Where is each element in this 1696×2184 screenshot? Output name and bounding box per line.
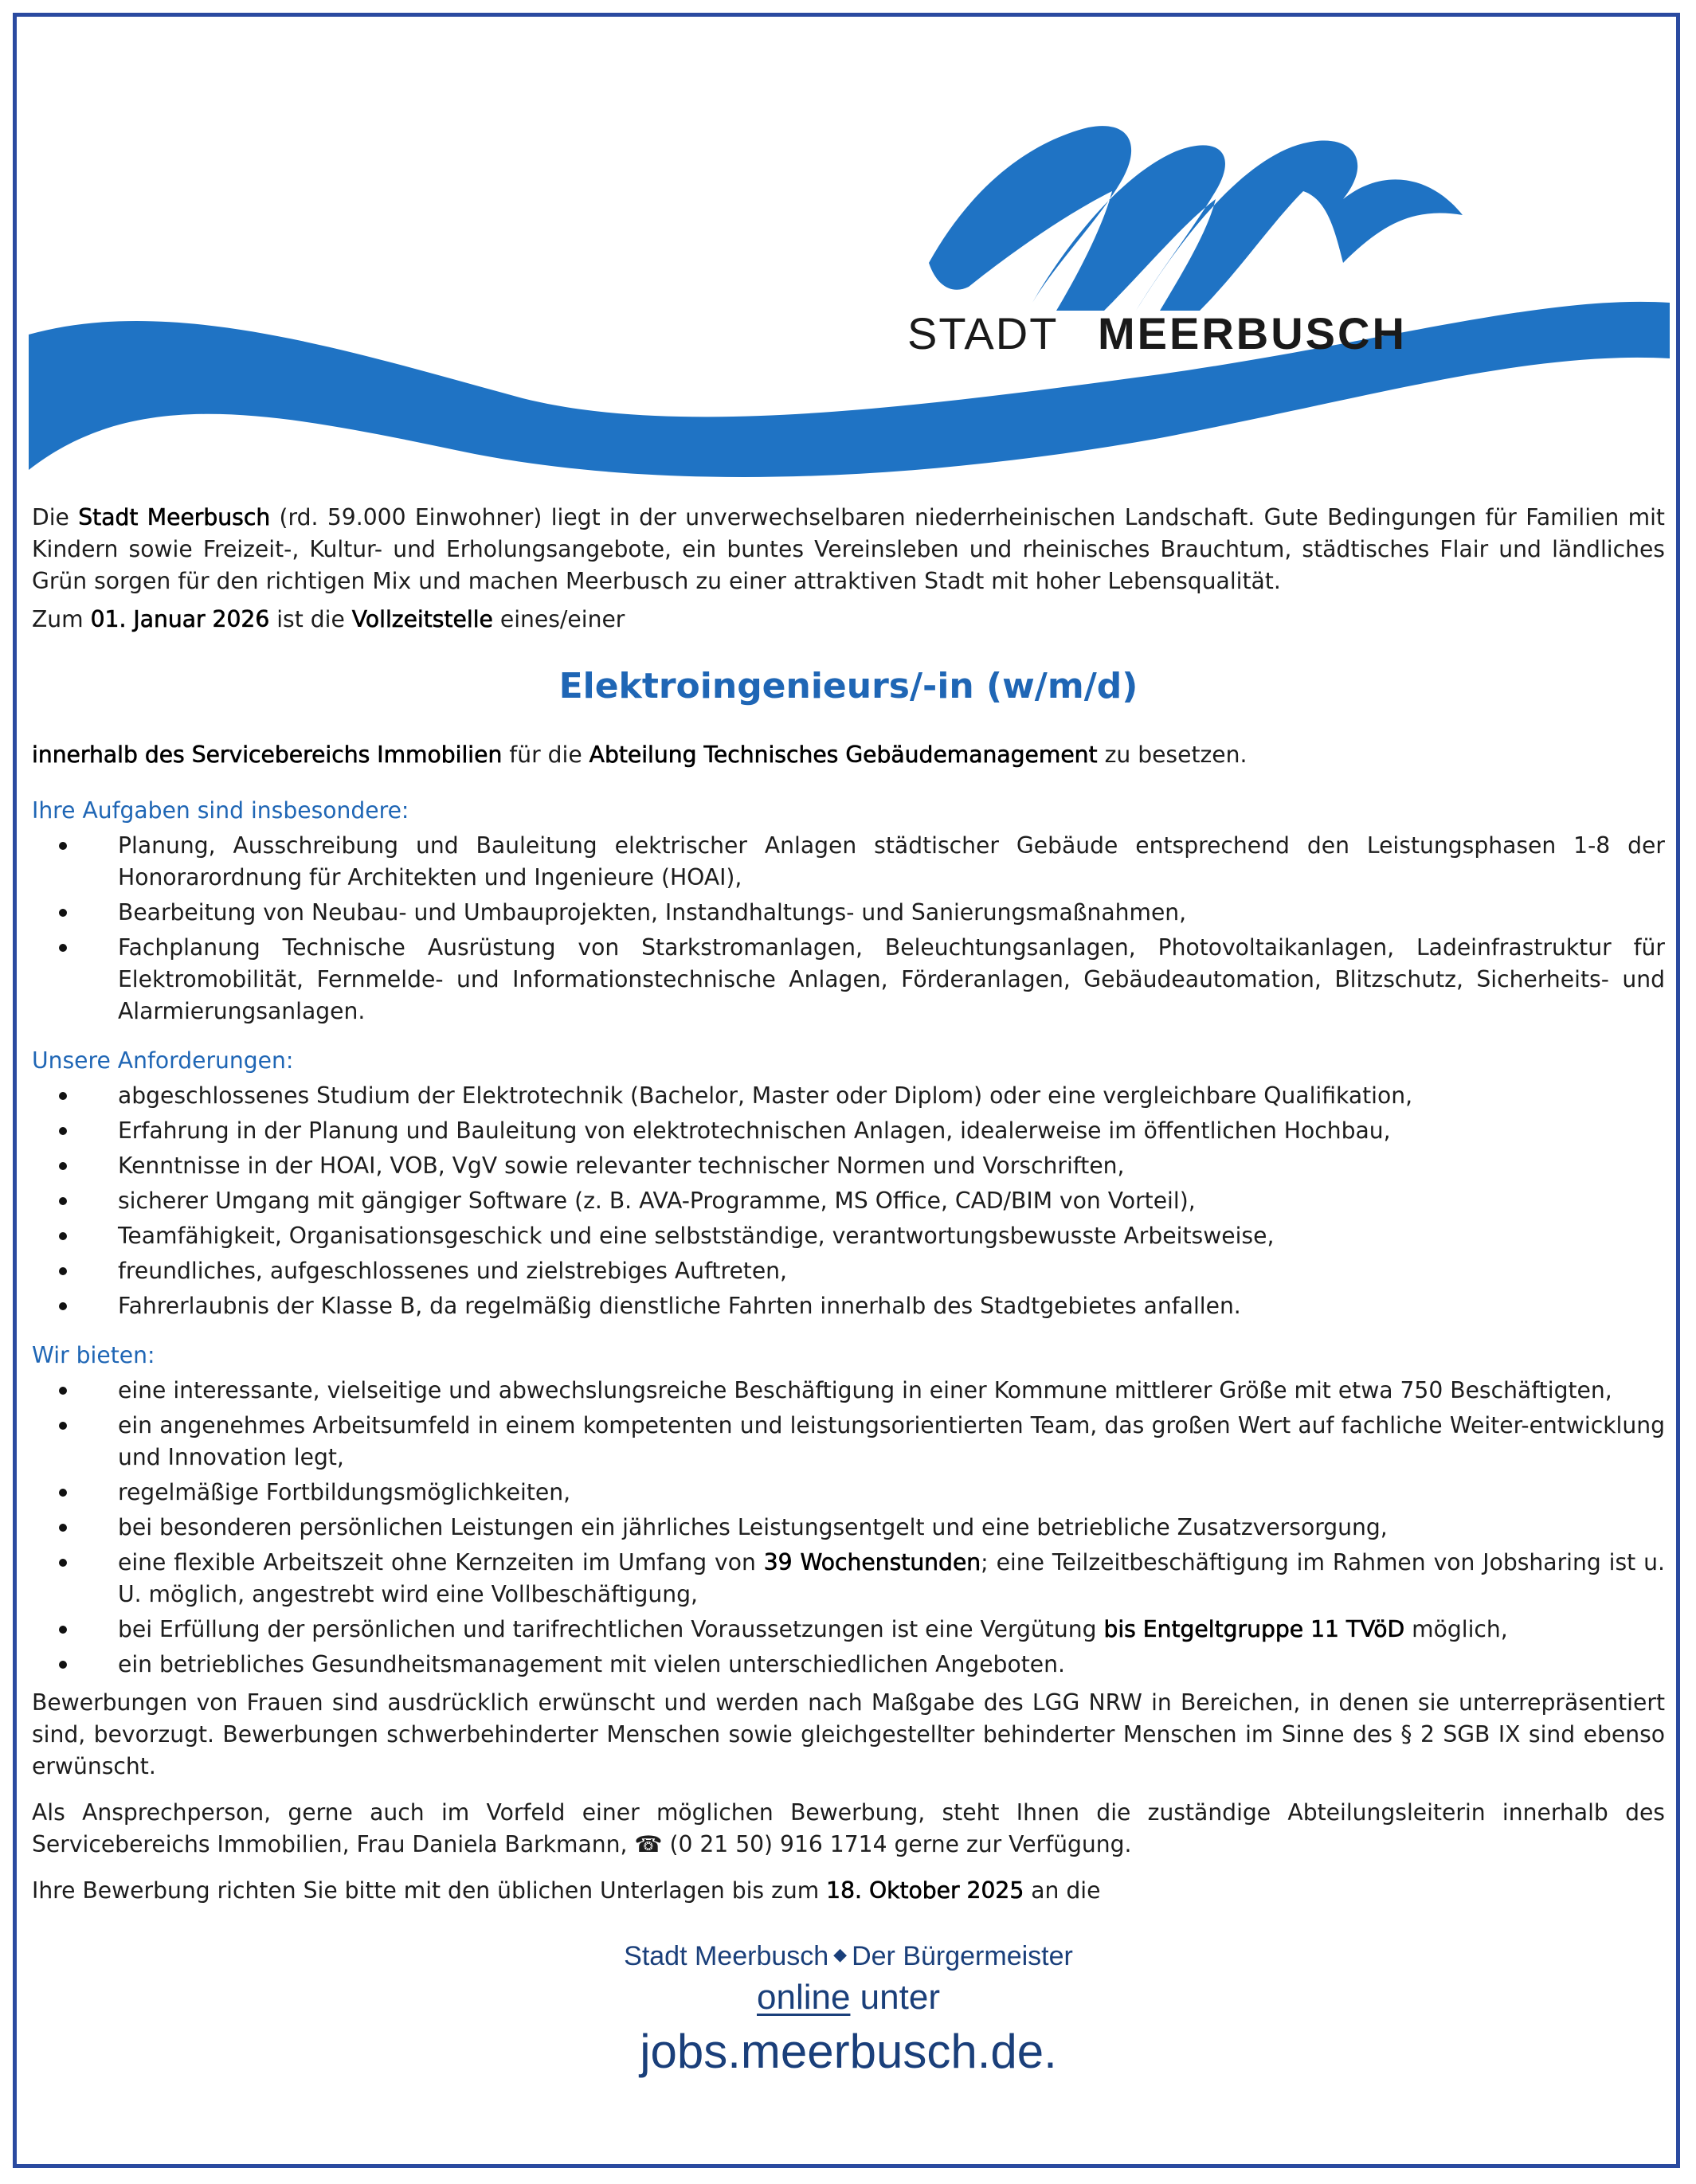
list-item: Fachplanung Technische Ausrüstung von Starkstromanlagen, Beleuchtungsanlagen, Photovoltaikanlagen, Ladeinfrastruktur für Elektromobilität, Fernmelde- und Informationstechnische Anlagen, Förderanlagen, Gebäudeautomation, Blitzschutz, Sicherheits- und Alarmierungsanlagen. — [32, 932, 1665, 1027]
deadline-suffix: an die — [1024, 1877, 1101, 1904]
deadline-prefix: Ihre Bewerbung richten Sie bitte mit den üblichen Unterlagen bis zum — [32, 1877, 827, 1904]
list-item: Fahrerlaubnis der Klasse B, da regelmäßig dienstliche Fahrten innerhalb des Stadtgebietes anfallen. — [32, 1290, 1665, 1322]
weekly-hours: 39 Wochenstunden — [763, 1549, 981, 1575]
pay-grade: bis Entgeltgruppe 11 TVöD — [1103, 1616, 1405, 1642]
stadt-meerbusch-logo — [29, 96, 1670, 478]
logo-brand-light: STADT — [907, 308, 1059, 358]
requirements-list — [32, 1080, 1665, 1322]
tasks-list — [32, 830, 1665, 1027]
requirements-heading: Unsere Anforderungen: — [32, 1047, 294, 1074]
deadline-date: 18. Oktober 2025 — [826, 1877, 1024, 1904]
tasks-heading: Ihre Aufgaben sind insbesondere: — [32, 797, 409, 824]
list-item: Planung, Ausschreibung und Bauleitung elektrischer Anlagen städtischer Gebäude entsprechend den Leistungsphasen 1-8 der Honorarordnung für Architekten und Ingenieure (HOAI), — [32, 830, 1665, 894]
list-item: Kenntnisse in der HOAI, VOB, VgV sowie relevanter technischer Normen und Vorschriften, — [32, 1150, 1665, 1182]
list-item: Bearbeitung von Neubau- und Umbauprojekten, Instandhaltungs- und Sanierungsmaßnahmen, — [32, 897, 1665, 929]
offer-hours-post: ; eine Teilzeitbeschäftigung im Rahmen von Jobsharing ist u. U. möglich, angestrebt wird eine Vollbeschäftigung, — [118, 1549, 1665, 1607]
deadline-line — [32, 1875, 1665, 1907]
logo-brand-bold: MEERBUSCH — [1098, 308, 1407, 358]
list-item: eine interessante, vielseitige und abwechslungsreiche Beschäftigung in einer Kommune mittlerer Größe mit etwa 750 Beschäftigten, — [32, 1375, 1665, 1407]
offer-pay-post: möglich, — [1404, 1616, 1508, 1642]
department-service: innerhalb des Servicebereichs Immobilien — [32, 742, 503, 768]
intro-city: Stadt Meerbusch — [78, 504, 271, 530]
position-type: Vollzeitstelle — [351, 606, 493, 632]
start-prefix: Zum — [32, 606, 91, 632]
offer-list — [32, 1375, 1665, 1681]
contact-text: Als Ansprechperson, gerne auch im Vorfeld einer möglichen Bewerbung, steht Ihnen die zuständige Abteilungsleiterin innerhalb des Servicebereichs Immobilien, Frau Daniela Barkmann, — [32, 1799, 1665, 1857]
contact-paragraph — [32, 1797, 1665, 1861]
list-item — [32, 1547, 1665, 1611]
list-item: Teamfähigkeit, Organisationsgeschick und eine selbstständige, verantwortungsbewusste Arbeitsweise, — [32, 1220, 1665, 1252]
equality-paragraph: Bewerbungen von Frauen sind ausdrücklich erwünscht und werden nach Maßgabe des LGG NRW in Bereichen, in denen sie unterrepräsentiert sind, bevorzugt. Bewerbungen schwerbehinderter Menschen sowie gleichgestellter behinderter Menschen im Sinne des § 2 SGB IX sind ebenso erwünscht. — [32, 1689, 1665, 1779]
list-item: abgeschlossenes Studium der Elektrotechnik (Bachelor, Master oder Diplom) oder eine vergleichbare Qualifikation, — [32, 1080, 1665, 1112]
online-link[interactable]: online — [757, 1978, 851, 2017]
footer-org: Stadt Meerbusch — [624, 1941, 829, 1971]
footer — [32, 1935, 1665, 2084]
footer-org-line — [32, 1935, 1665, 1975]
diamond-separator-icon: ◆ — [833, 1944, 848, 1964]
offer-hours-pre: eine flexible Arbeitszeit ohne Kernzeiten im Umfang von — [118, 1549, 764, 1575]
intro-paragraph — [32, 502, 1665, 597]
job-ad-content — [32, 502, 1665, 2084]
footer-online-line — [32, 1975, 1665, 2020]
intro-text: (rd. 59.000 Einwohner) liegt in der unverwechselbaren niederrheinischen Landschaft. Gute Bedingungen für Familien mit Kindern sowie Freizeit-, Kultur- und Erholungsangebote, ein buntes Vereinsleben und rheinisches Brauchtum, städtisches Flair und ländliches Grün sorgen für den richtigen Mix und machen Meerbusch zu einer attraktiven Stadt mit hoher Lebensqualität. — [32, 504, 1665, 594]
footer-role: Der Bürgermeister — [852, 1941, 1073, 1971]
list-item: freundliches, aufgeschlossenes und zielstrebiges Auftreten, — [32, 1255, 1665, 1287]
phone-icon: ☎ — [634, 1831, 663, 1857]
department-mid: für die — [502, 742, 589, 768]
intro-prefix: Die — [32, 504, 79, 530]
list-item — [32, 1614, 1665, 1646]
jobs-url[interactable]: jobs.meerbusch.de. — [640, 2025, 1057, 2078]
contact-phone: (0 21 50) 916 1714 gerne zur Verfügung. — [662, 1831, 1132, 1857]
start-mid: ist die — [269, 606, 352, 632]
department-division: Abteilung Technisches Gebäudemanagement — [589, 742, 1098, 768]
department-line — [32, 739, 1665, 771]
list-item: bei besonderen persönlichen Leistungen ein jährliches Leistungsentgelt und eine betriebliche Zusatzversorgung, — [32, 1512, 1665, 1544]
start-date: 01. Januar 2026 — [90, 606, 270, 632]
list-item: ein angenehmes Arbeitsumfeld in einem kompetenten und leistungsorientierten Team, das großen Wert auf fachliche Weiter-entwicklung und Innovation legt, — [32, 1410, 1665, 1474]
job-title: Elektroingenieurs/-in (w/m/d) — [558, 666, 1138, 706]
list-item: ein betriebliches Gesundheitsmanagement mit vielen unterschiedlichen Angeboten. — [32, 1649, 1665, 1681]
list-item: Erfahrung in der Planung und Bauleitung von elektrotechnischen Anlagen, idealerweise im öffentlichen Hochbau, — [32, 1115, 1665, 1147]
start-suffix: eines/einer — [492, 606, 625, 632]
department-suffix: zu besetzen. — [1097, 742, 1248, 768]
offer-heading: Wir bieten: — [32, 1342, 155, 1368]
list-item: sicherer Umgang mit gängiger Software (z. B. AVA-Programme, MS Office, CAD/BIM von Vorteil), — [32, 1185, 1665, 1217]
footer-unter: unter — [850, 1978, 940, 2017]
list-item: regelmäßige Fortbildungsmöglichkeiten, — [32, 1477, 1665, 1509]
start-line — [32, 604, 1665, 636]
offer-pay-pre: bei Erfüllung der persönlichen und tarifrechtlichen Voraussetzungen ist eine Vergütung — [118, 1616, 1104, 1642]
